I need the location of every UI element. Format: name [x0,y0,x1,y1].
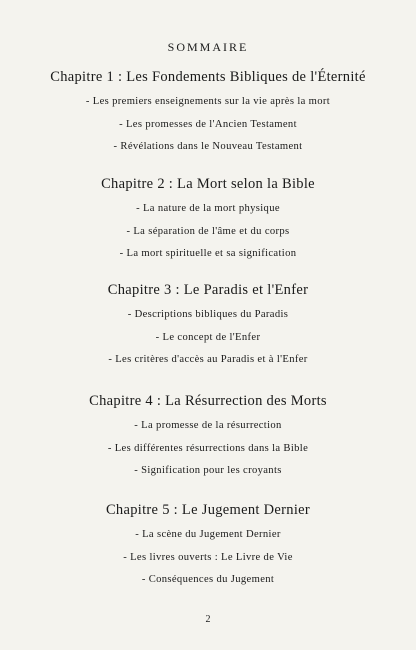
chapter-item: - Signification pour les croyants [134,465,282,476]
chapter-item-list [0,202,416,260]
chapter-item: - Révélations dans le Nouveau Testament [113,141,303,152]
chapter-3 [0,281,416,366]
chapter-item: - Les critères d'accès au Paradis et à l'Enfer [108,354,308,365]
toc-title: SOMMAIRE [167,40,249,54]
chapter-item-list [0,95,416,153]
chapter-4 [0,392,416,477]
chapter-item-list [0,419,416,477]
chapter-heading: Chapitre 2 : La Mort selon la Bible [101,176,315,192]
chapter-heading: Chapitre 4 : La Résurrection des Morts [89,393,327,409]
chapter-item-list [0,528,416,586]
chapter-item: - Conséquences du Jugement [141,574,275,585]
chapter-item: - La séparation de l'âme et du corps [126,225,290,237]
chapter-heading: Chapitre 3 : Le Paradis et l'Enfer [107,282,309,298]
page-number: 2 [205,614,211,625]
chapter-5 [0,501,416,586]
chapter-2 [0,175,416,260]
chapter-item: - Les livres ouverts : Le Livre de Vie [123,551,293,563]
chapter-item: - Les différentes résurrections dans la Bible [107,442,309,454]
chapter-item: - Le concept de l'Enfer [155,331,261,343]
chapter-item: - Descriptions bibliques du Paradis [127,309,289,320]
chapter-item: - La scène du Jugement Dernier [135,529,281,540]
chapter-1 [0,68,416,153]
chapter-item: - La mort spirituelle et sa signification [119,248,297,259]
chapter-item: - Les premiers enseignements sur la vie après la mort [85,96,331,107]
chapter-item: - Les promesses de l'Ancien Testament [119,118,297,130]
chapter-heading: Chapitre 1 : Les Fondements Bibliques de l'Éternité [50,69,366,85]
chapter-item: - La nature de la mort physique [136,203,280,214]
chapter-heading: Chapitre 5 : Le Jugement Dernier [105,502,311,518]
chapter-item-list [0,308,416,366]
chapter-item: - La promesse de la résurrection [134,420,282,431]
